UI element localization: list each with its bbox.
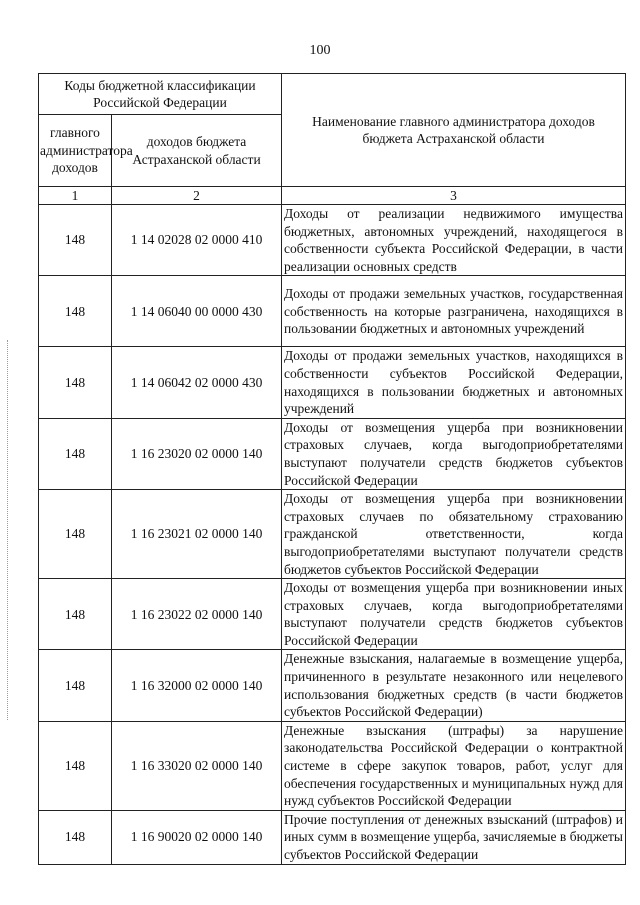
page-number: 100	[309, 43, 331, 58]
column-number-3: 3	[282, 187, 626, 205]
column-number-2: 2	[112, 187, 282, 205]
table-row	[39, 347, 626, 418]
revenue-name-cell: Доходы от продажи земельных участков, находящихся в собственности субъектов Российской Федерации, находящихся в пользовании бюджетных и автономных учреждений	[282, 347, 626, 418]
column-number-row	[39, 187, 626, 205]
admin-code-cell: 148	[39, 276, 112, 347]
table-row	[39, 490, 626, 579]
revenue-code-cell: 1 16 33020 02 0000 140	[112, 721, 282, 810]
revenue-code-cell: 1 16 23021 02 0000 140	[112, 490, 282, 579]
revenue-code-cell: 1 14 06040 00 0000 430	[112, 276, 282, 347]
admin-code-cell: 148	[39, 347, 112, 418]
header-administrator-name: Наименование главного администратора доходов бюджета Астраханской области	[282, 74, 626, 187]
header-revenue-code: доходов бюджета Астраханской области	[112, 115, 282, 187]
admin-code-cell: 148	[39, 810, 112, 864]
table-row	[39, 650, 626, 721]
revenue-code-cell: 1 14 02028 02 0000 410	[112, 205, 282, 276]
revenue-code-cell: 1 14 06042 02 0000 430	[112, 347, 282, 418]
revenue-name-cell: Доходы от возмещения ущерба при возникновении страховых случаев по обязательному страхованию гражданской ответственности, когда выгодоприобретателями выступают получатели средств бюджетов субъектов Российской Федерации	[282, 490, 626, 579]
table-row	[39, 721, 626, 810]
revenue-code-cell: 1 16 23022 02 0000 140	[112, 579, 282, 650]
scan-margin-mark	[7, 340, 8, 720]
revenue-code-cell: 1 16 23020 02 0000 140	[112, 418, 282, 489]
table-row	[39, 205, 626, 276]
admin-code-cell: 148	[39, 650, 112, 721]
admin-code-cell: 148	[39, 579, 112, 650]
admin-code-cell: 148	[39, 205, 112, 276]
revenue-name-cell: Доходы от продажи земельных участков, государственная собственность на которые разграничена, находящихся в пользовании бюджетных и автономных учреждений	[282, 276, 626, 347]
revenue-name-cell: Доходы от возмещения ущерба при возникновении иных страховых случаев, когда выгодоприобретателями выступают получатели средств бюджетов субъектов Российской Федерации	[282, 579, 626, 650]
revenue-code-cell: 1 16 32000 02 0000 140	[112, 650, 282, 721]
column-number-1: 1	[39, 187, 112, 205]
revenue-name-cell: Доходы от возмещения ущерба при возникновении страховых случаев, когда выгодоприобретателями выступают получатели средств бюджетов субъектов Российской Федерации	[282, 418, 626, 489]
revenue-name-cell: Доходы от реализации недвижимого имущества бюджетных, автономных учреждений, находящегося в собственности субъекта Российской Федерации, в части реализации основных средств	[282, 205, 626, 276]
table-header-row-group	[39, 74, 626, 115]
table-row	[39, 276, 626, 347]
admin-code-cell: 148	[39, 418, 112, 489]
admin-code-cell: 148	[39, 721, 112, 810]
admin-code-cell: 148	[39, 490, 112, 579]
revenue-code-cell: 1 16 90020 02 0000 140	[112, 810, 282, 864]
table-row	[39, 418, 626, 489]
budget-classification-table	[38, 73, 626, 865]
table-row	[39, 579, 626, 650]
table-row	[39, 810, 626, 864]
revenue-name-cell: Денежные взыскания, налагаемые в возмещение ущерба, причиненного в результате незаконного или нецелевого использования бюджетных средств (в части бюджетов субъектов Российской Федерации)	[282, 650, 626, 721]
header-main-administrator: главного администратора доходов	[39, 115, 112, 187]
header-classification-codes: Коды бюджетной классификации Российской Федерации	[39, 74, 282, 115]
revenue-name-cell: Денежные взыскания (штрафы) за нарушение законодательства Российской Федерации о контрактной системе в сфере закупок товаров, работ, услуг для обеспечения государственных и муниципальных нужд для нужд субъектов Российской Федерации	[282, 721, 626, 810]
revenue-name-cell: Прочие поступления от денежных взысканий (штрафов) и иных сумм в возмещение ущерба, зачисляемые в бюджеты субъектов Российской Федерации	[282, 810, 626, 864]
